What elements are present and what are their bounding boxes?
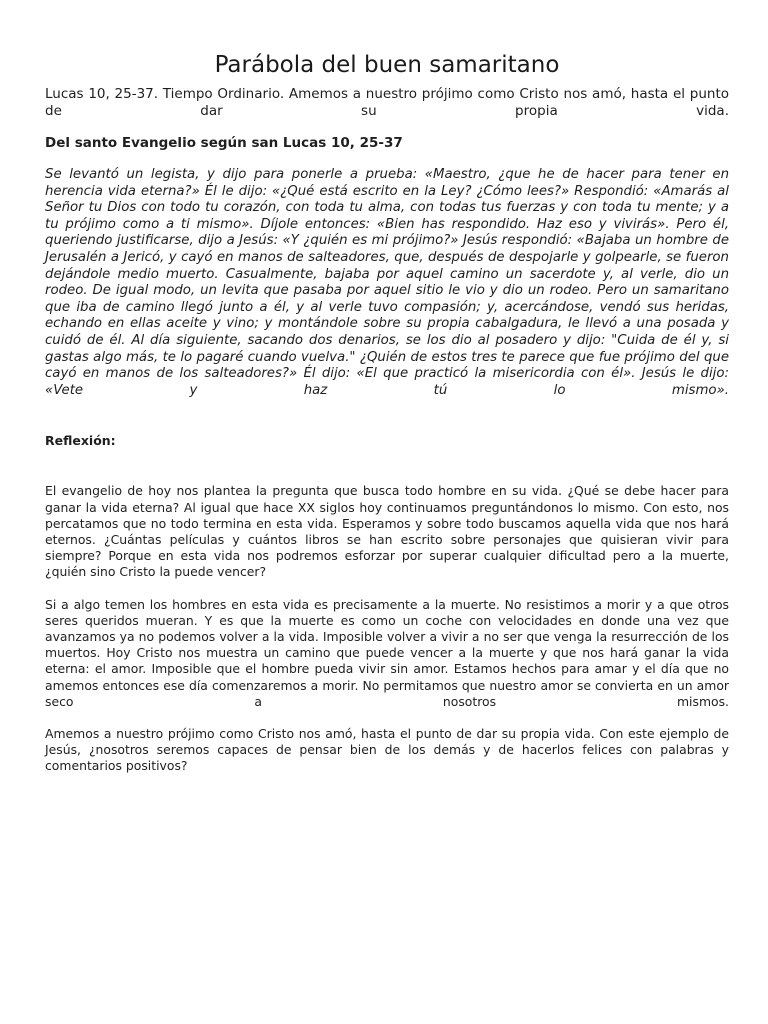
- page-title: Parábola del buen samaritano: [214, 52, 560, 78]
- reflexion-paragraph-1: El evangelio de hoy nos plantea la pregunta que busca todo hombre en su vida. ¿Qué se debe hacer para ganar la vida eterna? Al igual que hace XX siglos hoy continuamos preguntándonos lo mismo. Con esto, nos percatamos que no todo termina en esta vida. Esperamos y sobre todo buscamos aquella vida que nos hará eternos. ¿Cuántas películas y cuántos libros se han escrito sobre personajes que quisieran vivir para siempre? Porque en esta vida nos podremos esforzar por superar cualquier dificultad pero a la muerte, ¿quién sino Cristo la puede vencer?: [45, 483, 729, 580]
- gospel-heading: Del santo Evangelio según san Lucas 10, 25-37: [45, 135, 403, 151]
- gospel-text: Se levantó un legista, y dijo para ponerle a prueba: «Maestro, ¿que he de hacer para tener en herencia vida eterna?» Él le dijo: «¿Qué está escrito en la Ley? ¿Cómo lees?» Respondió: «Amarás al Señor tu Dios con todo tu corazón, con toda tu alma, con todas tus fuerzas y con toda tu mente; y a tu prójimo como a ti mismo». Díjole entonces: «Bien has respondido. Haz eso y vivirás». Pero él, queriendo justificarse, dijo a Jesús: «Y ¿quién es mi prójimo?» Jesús respondió: «Bajaba un hombre de Jerusalén a Jericó, y cayó en manos de salteadores, que, después de despojarle y golpearle, se fueron dejándole medio muerto. Casualmente, bajaba por aquel camino un sacerdote y, al verle, dio un rodeo. De igual modo, un levita que pasaba por aquel sitio le vio y dio un rodeo. Pero un samaritano que iba de camino llegó junto a él, y al verle tuvo compasión; y, acercándose, vendó sus heridas, echando en ellas aceite y vino; y montándole sobre su propia cabalgadura, le llevó a una posada y cuidó de él. Al día siguiente, sacando dos denarios, se los dio al posadero y dijo: "Cuida de él y, si gastas algo más, te lo pagaré cuando vuelva." ¿Quién de estos tres te parece que fue prójimo del que cayó en manos de los salteadores?» Él dijo: «El que practicó la misericordia con él». Jesús le dijo: «Vete y haz tú lo mismo».: [45, 167, 729, 398]
- intro-text: Lucas 10, 25-37. Tiempo Ordinario. Amemos a nuestro prójimo como Cristo nos amó, hasta el punto de dar su propia vida.: [45, 86, 729, 119]
- document-page: [45, 50, 729, 791]
- reflexion-paragraph-3: Amemos a nuestro prójimo como Cristo nos amó, hasta el punto de dar su propia vida. Con este ejemplo de Jesús, ¿nosotros seremos capaces de pensar bien de los demás y de hacerlos felices con palabras y comentarios positivos?: [45, 725, 729, 774]
- reflexion-paragraph-2: Si a algo temen los hombres en esta vida es precisamente a la muerte. No resistimos a morir y a que otros seres queridos mueran. Y es que la muerte es como un coche con velocidades en donde una vez que avanzamos ya no podemos volver a la vida. Imposible volver a vivir a no ser que venga la resurrección de los muertos. Hoy Cristo nos muestra un camino que puede vencer a la muerte y que nos hará ganar la vida eterna: el amor. Imposible que el hombre pueda vivir sin amor. Estamos hechos para amar y el día que no amemos entonces ese día comenzaremos a morir. No permitamos que nuestro amor se convierta en un amor seco a nosotros mismos.: [45, 596, 729, 709]
- reflexion-heading: Reflexión:: [45, 433, 116, 449]
